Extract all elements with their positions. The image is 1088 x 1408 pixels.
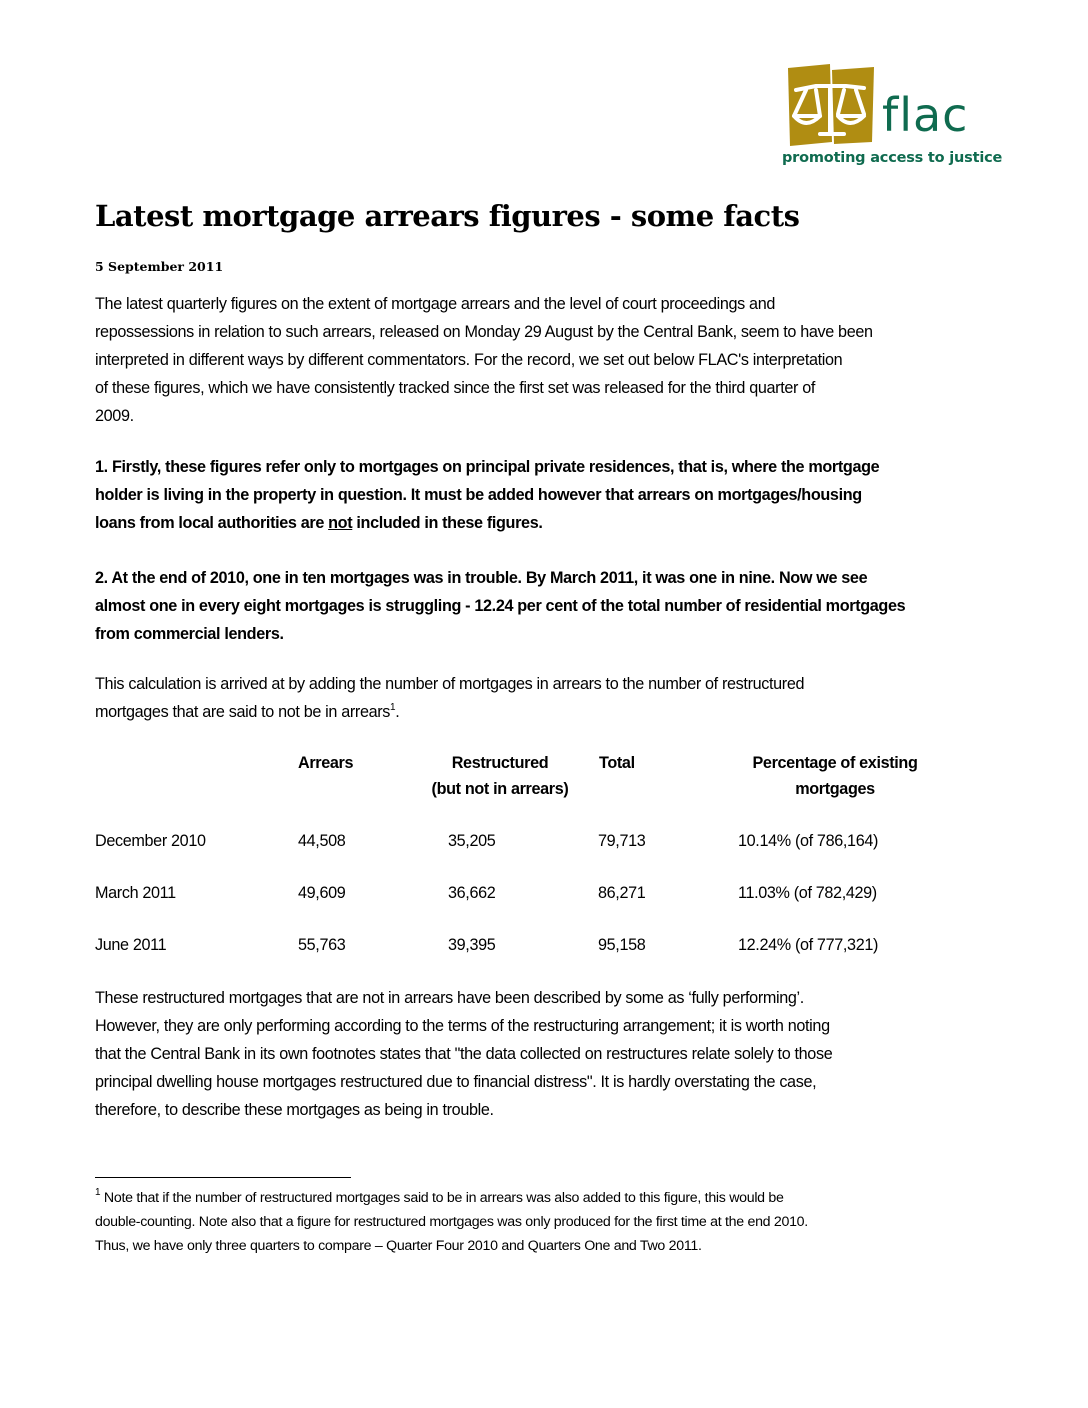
text-segment: Note that if the number of restructured mortgages said to be in arrears was also added to this figure, this would be	[100, 1190, 784, 1206]
text-line: These restructured mortgages that are not in arrears have been described by some as ‘fully performing’.	[95, 989, 804, 1007]
footnote-marker: 1	[95, 1187, 101, 1198]
point-2-paragraph	[95, 564, 1005, 648]
page-title: Latest mortgage arrears figures - some facts	[95, 199, 800, 233]
text-line	[95, 1186, 1005, 1210]
cell-restructured: 36,662	[448, 884, 496, 902]
text-segment: loans from local authorities are	[95, 514, 329, 532]
cell-total: 86,271	[598, 884, 646, 902]
text-line: 1. Firstly, these figures refer only to mortgages on principal private residences, that is, where the mortgage	[95, 458, 880, 476]
text-line: holder is living in the property in question. It must be added however that arrears on mortgages/housing	[95, 486, 862, 504]
column-header-restructured: Restructured	[451, 754, 549, 772]
cell-arrears: 49,609	[298, 884, 346, 902]
cell-period: March 2011	[95, 884, 176, 902]
text-line: interpreted in different ways by different commentators. For the record, we set out below FLAC's interpretation	[95, 351, 843, 369]
text-line: principal dwelling house mortgages restructured due to financial distress". It is hardly overstating the case,	[95, 1073, 817, 1091]
text-line: that the Central Bank in its own footnotes states that "the data collected on restructures relate solely to those	[95, 1045, 833, 1063]
document-date: 5 September 2011	[95, 259, 224, 274]
text-line: repossessions in relation to such arrears, released on Monday 29 August by the Central Bank, seem to have been	[95, 323, 873, 341]
text-line: 2009.	[95, 407, 134, 425]
text-segment: .	[395, 703, 400, 721]
text-line: from commercial lenders.	[95, 625, 284, 643]
column-header-total: Total	[599, 754, 635, 772]
cell-period: June 2011	[95, 936, 167, 954]
text-line	[95, 509, 1005, 537]
cell-arrears: 44,508	[298, 832, 346, 850]
point-1-paragraph	[95, 453, 1005, 537]
cell-percentage: 12.24% (of 777,321)	[738, 936, 879, 954]
text-line	[95, 698, 1005, 726]
text-line: double-counting. Note also that a figure for restructured mortgages was only produced for the first time at the end 2010.	[95, 1214, 808, 1230]
cell-restructured: 35,205	[448, 832, 496, 850]
calculation-paragraph	[95, 670, 1005, 726]
text-segment: included in these figures.	[352, 514, 543, 532]
scales-of-justice-icon	[786, 64, 876, 146]
cell-restructured: 39,395	[448, 936, 496, 954]
column-header-restructured-sub: (but not in arrears)	[431, 780, 569, 798]
cell-percentage: 11.03% (of 782,429)	[738, 884, 877, 902]
logo-tagline: promoting access to justice	[782, 150, 1003, 166]
closing-paragraph	[95, 984, 1005, 1124]
text-line: This calculation is arrived at by adding the number of mortgages in arrears to the number of restructured	[95, 675, 805, 693]
text-line: Thus, we have only three quarters to compare – Quarter Four 2010 and Quarters One and Two 2011.	[95, 1238, 702, 1254]
cell-total: 79,713	[598, 832, 646, 850]
text-line: The latest quarterly figures on the extent of mortgage arrears and the level of court proceedings and	[95, 295, 776, 313]
footnote-reference[interactable]: 1	[390, 702, 396, 713]
flac-logo	[782, 64, 1003, 174]
underlined-not: not	[328, 514, 353, 532]
intro-paragraph	[95, 290, 1005, 430]
column-header-percentage: Percentage of existing	[752, 754, 918, 772]
logo-wordmark: flac	[882, 88, 969, 142]
cell-arrears: 55,763	[298, 936, 346, 954]
footnote-divider	[95, 1177, 351, 1178]
column-header-arrears: Arrears	[298, 754, 354, 772]
text-line: of these figures, which we have consistently tracked since the first set was released for the third quarter of	[95, 379, 815, 397]
footnote	[95, 1186, 1005, 1258]
column-header-percentage-sub: mortgages	[795, 780, 875, 798]
text-segment: mortgages that are said to not be in arrears	[95, 703, 391, 721]
cell-total: 95,158	[598, 936, 646, 954]
text-line: However, they are only performing according to the terms of the restructuring arrangement; it is worth noting	[95, 1017, 830, 1035]
text-line: therefore, to describe these mortgages as being in trouble.	[95, 1101, 494, 1119]
cell-percentage: 10.14% (of 786,164)	[738, 832, 879, 850]
cell-period: December 2010	[95, 832, 206, 850]
text-line: almost one in every eight mortgages is struggling - 12.24 per cent of the total number of residential mortgages	[95, 597, 906, 615]
text-line: 2. At the end of 2010, one in ten mortgages was in trouble. By March 2011, it was one in nine. Now we see	[95, 569, 868, 587]
